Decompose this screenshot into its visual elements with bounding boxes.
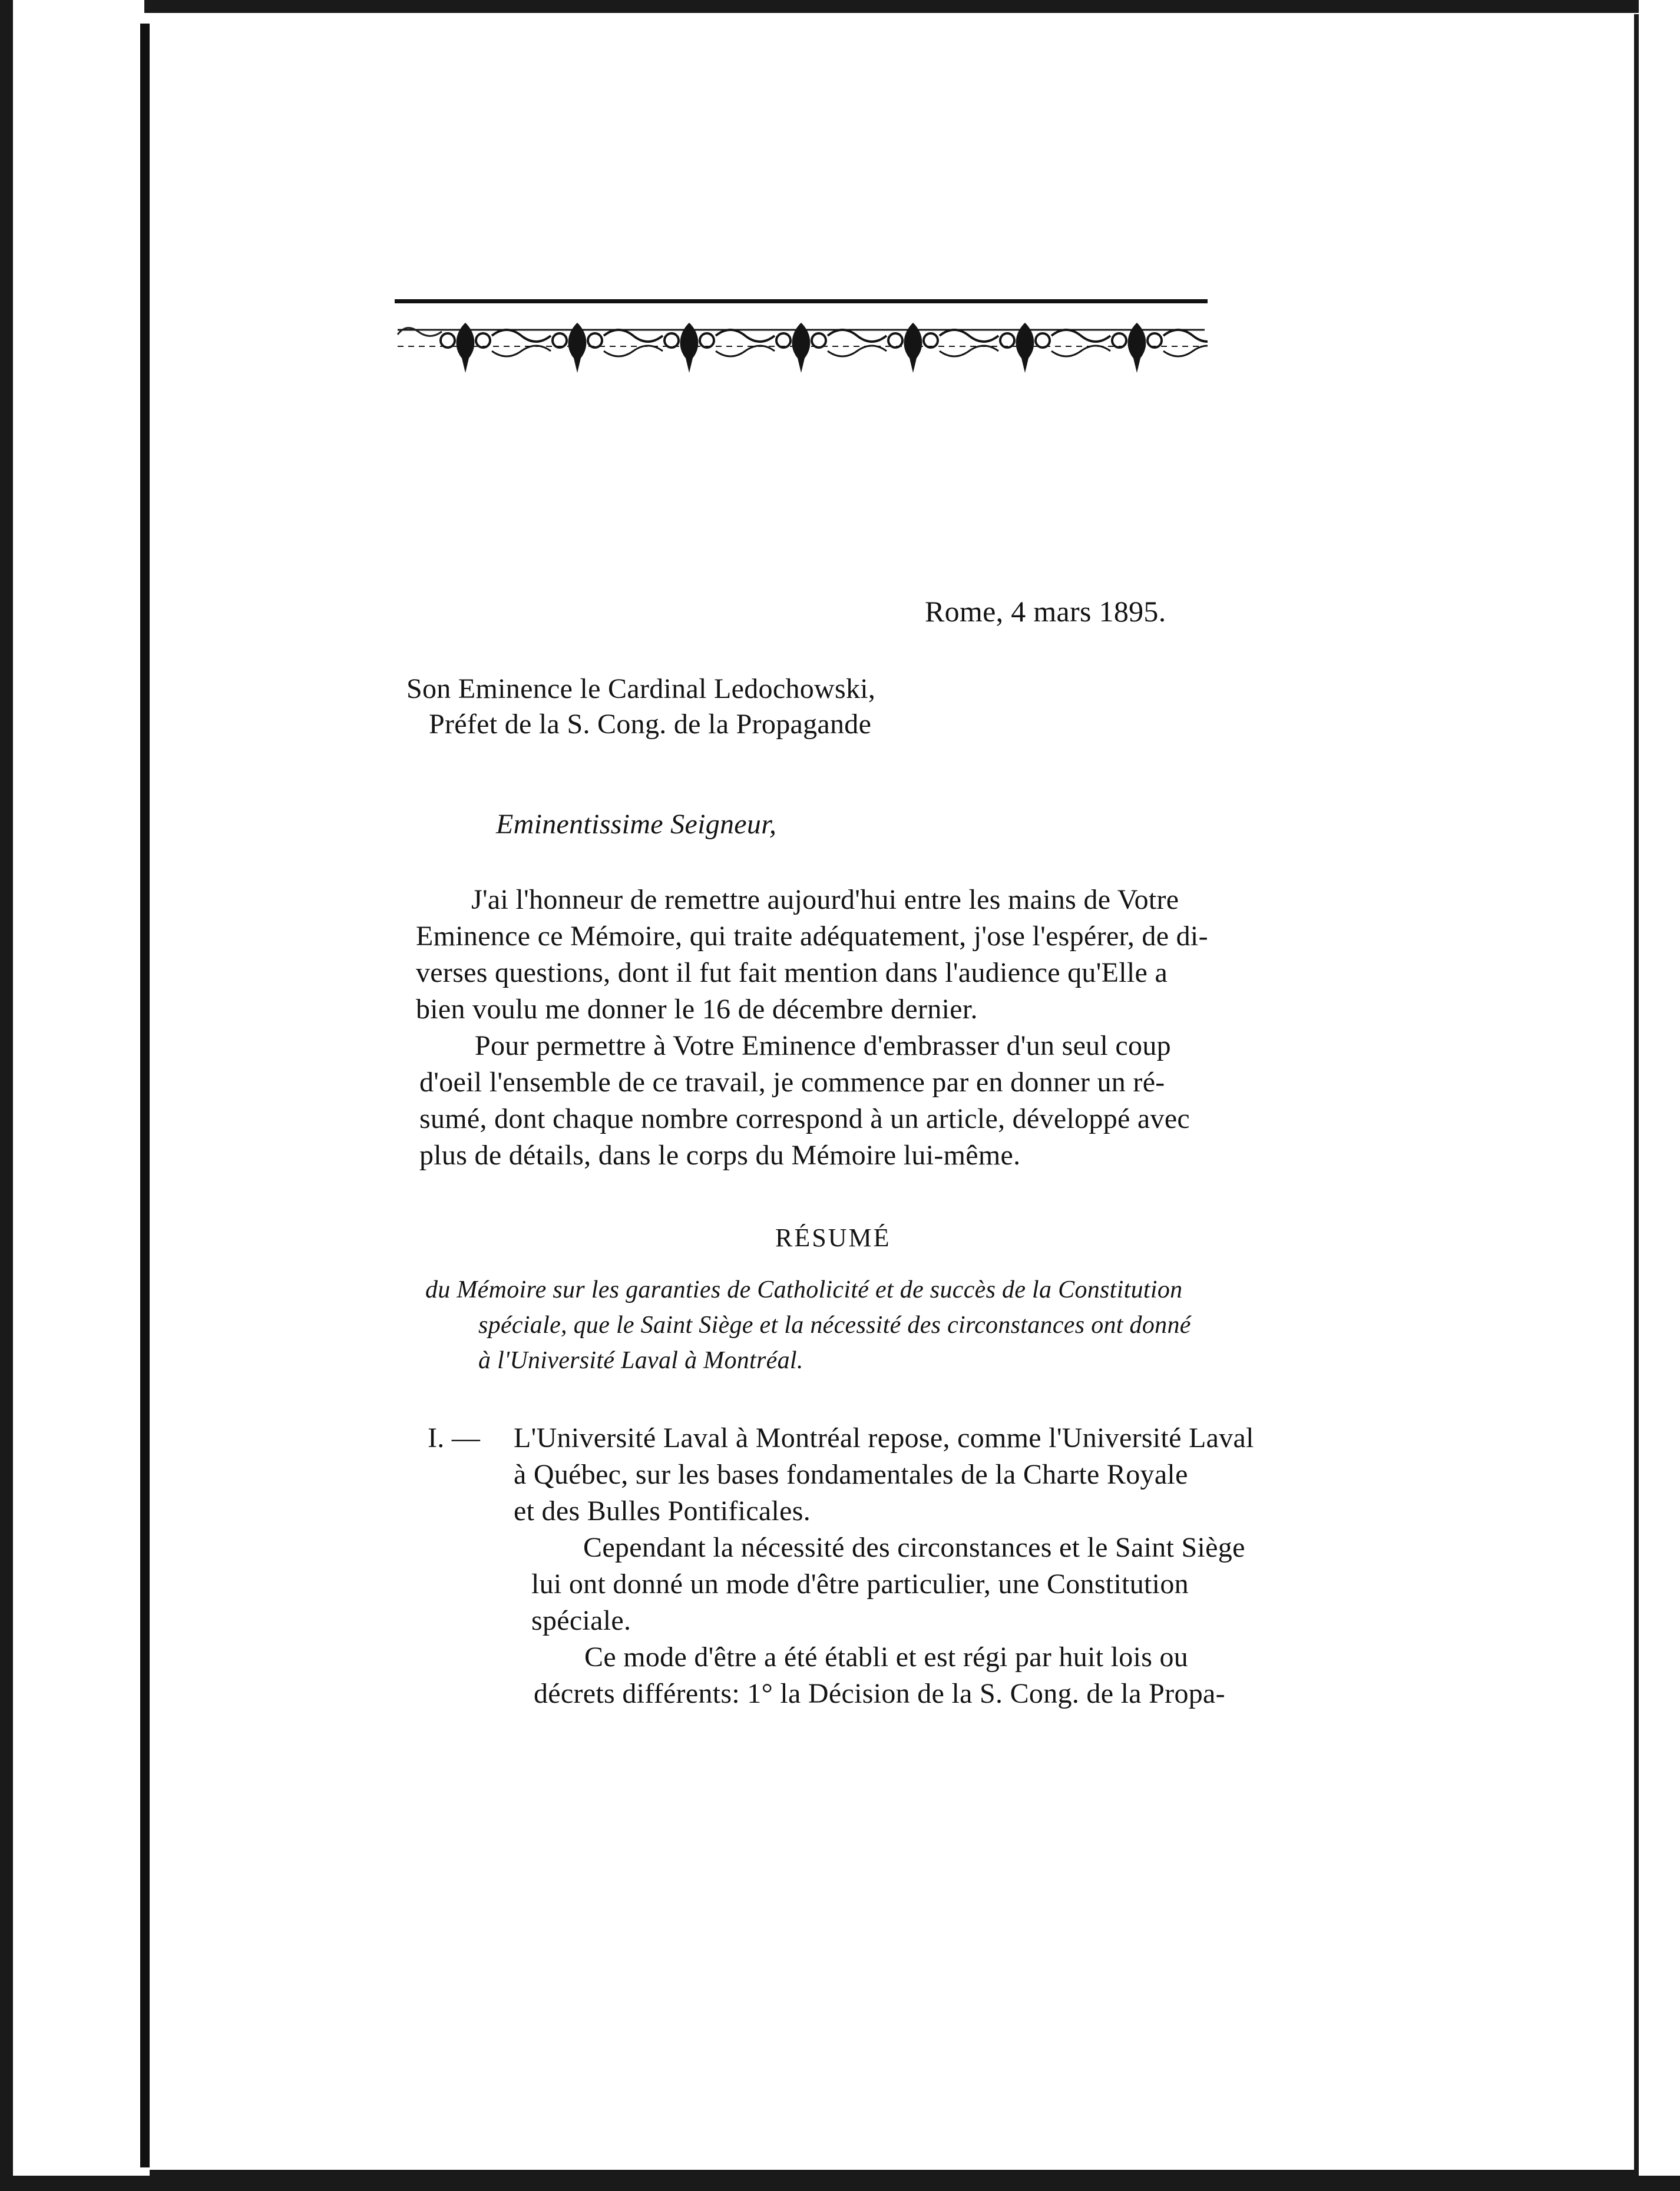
addressee-line-2: Préfet de la S. Cong. de la Propagande (429, 709, 872, 740)
intro-line: Eminence ce Mémoire, qui traite adéquatement, j'ose l'espérer, de di- (416, 921, 1208, 952)
section-line: et des Bulles Pontificales. (514, 1495, 811, 1527)
section-line: décrets différents: 1° la Décision de la S. Cong. de la Propa- (534, 1678, 1225, 1709)
resume-title: RÉSUMÉ (775, 1223, 891, 1252)
intro-line: plus de détails, dans le corps du Mémoire lui-même. (419, 1140, 1021, 1171)
intro-line: Pour permettre à Votre Eminence d'embrasser d'un seul coup (475, 1030, 1171, 1061)
scan-border-left (0, 0, 13, 2191)
scan-border-bottom (0, 2176, 1680, 2191)
salutation: Eminentissime Seigneur, (496, 809, 777, 840)
intro-line: sumé, dont chaque nombre correspond à un article, développé avec (419, 1103, 1190, 1134)
addressee-line-1: Son Eminence le Cardinal Ledochowski, (406, 673, 876, 704)
intro-line: d'oeil l'ensemble de ce travail, je commence par en donner un ré- (419, 1067, 1165, 1098)
intro-line: J'ai l'honneur de remettre aujourd'hui entre les mains de Votre (471, 884, 1179, 915)
section-line: à Québec, sur les bases fondamentales de la Charte Royale (514, 1459, 1188, 1490)
resume-subtitle-line: du Mémoire sur les garanties de Catholicité et de succès de la Constitution (425, 1276, 1183, 1303)
date-line: Rome, 4 mars 1895. (925, 595, 1166, 628)
section-line: spéciale. (531, 1605, 631, 1636)
intro-line: verses questions, dont il fut fait mention dans l'audience qu'Elle a (416, 957, 1168, 988)
head-ornament (395, 299, 1208, 393)
intro-line: bien voulu me donner le 16 de décembre dernier. (416, 994, 978, 1025)
resume-subtitle-line: à l'Université Laval à Montréal. (478, 1347, 803, 1374)
resume-subtitle-line: spéciale, que le Saint Siège et la nécessité des circonstances ont donné (478, 1312, 1191, 1339)
section-number: I. — (428, 1422, 481, 1454)
section-line: L'Université Laval à Montréal repose, comme l'Université Laval (514, 1422, 1254, 1454)
facing-page-edge (0, 0, 144, 2191)
book-binding-shadow (140, 24, 150, 2167)
section-line: lui ont donné un mode d'être particulier, une Constitution (531, 1568, 1189, 1600)
scan-border-top (0, 0, 1680, 13)
section-line: Ce mode d'être a été établi et est régi par huit lois ou (584, 1641, 1189, 1673)
scan-margin-right (1639, 0, 1680, 2191)
section-line: Cependant la nécessité des circonstances et le Saint Siège (583, 1532, 1245, 1563)
